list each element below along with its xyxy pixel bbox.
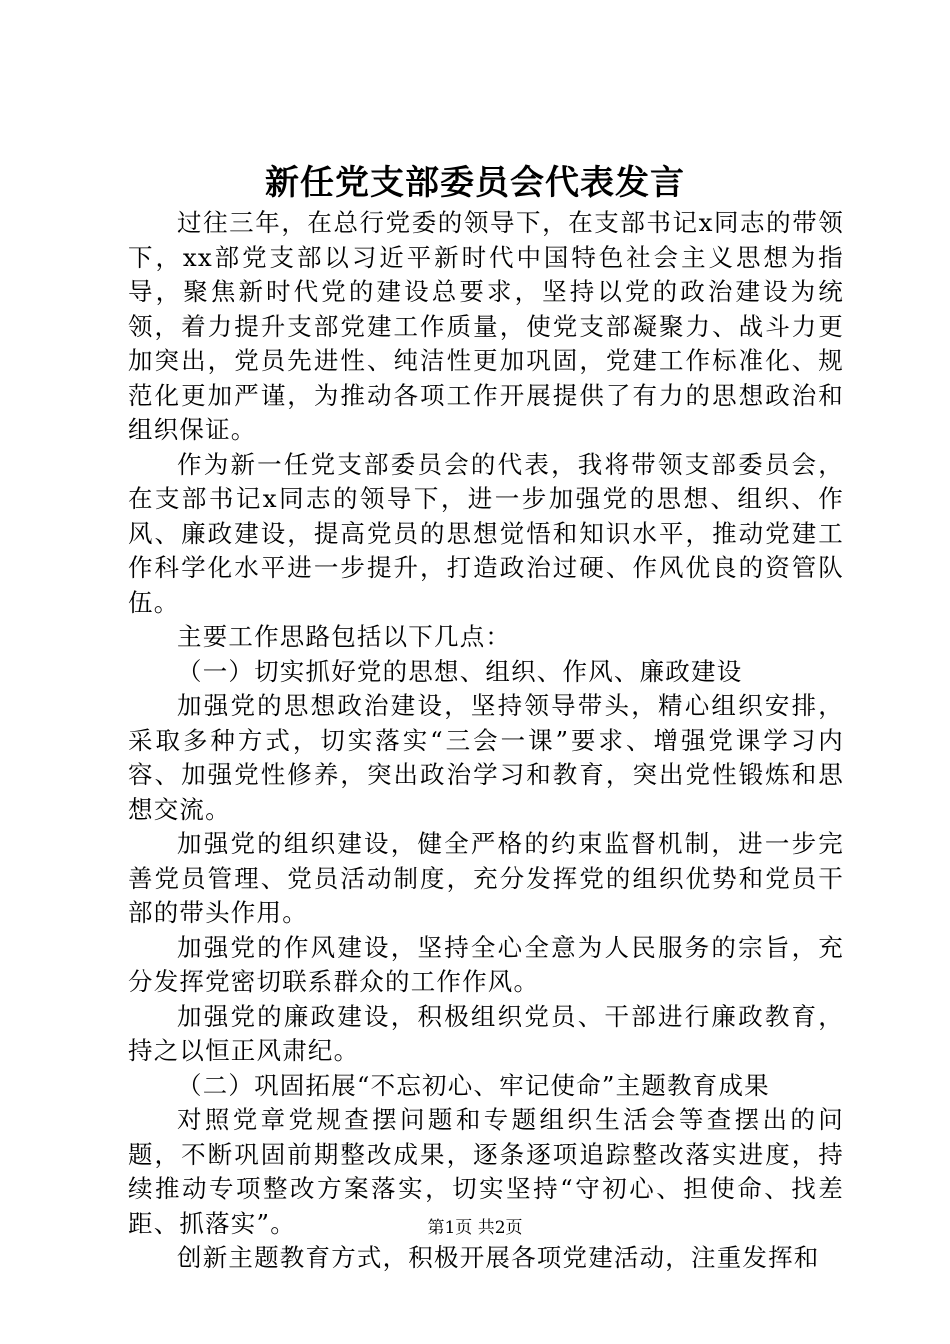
paragraph-ideology: 加强党的思想政治建设，坚持领导带头，精心组织安排，采取多种方式，切实落实“三会一课”要求、增强党课学习内容、加强党性修养，突出政治学习和教育，突出党性锻炼和思想交流。 bbox=[128, 691, 844, 824]
paragraph-intro: 过往三年，在总行党委的领导下，在支部书记x同志的带领下，xx部党支部以习近平新时代中国特色社会主义思想为指导，聚焦新时代党的建设总要求，坚持以党的政治建设为统领，着力提升支部党建工作质量，使党支部凝聚力、战斗力更加突出，党员先进性、纯洁性更加巩固，党建工作标准化、规范化更加严谨，为推动各项工作开展提供了有力的思想政治和组织保证。 bbox=[128, 208, 844, 444]
paragraph-main-ideas: 主要工作思路包括以下几点： bbox=[177, 622, 512, 651]
paragraph-innovation: 创新主题教育方式，积极开展各项党建活动，注重发挥和 bbox=[177, 1243, 820, 1272]
document-body bbox=[128, 206, 844, 1276]
paragraph-organization: 加强党的组织建设，健全严格的约束监督机制，进一步完善党员管理、党员活动制度，充分发挥党的组织优势和党员干部的带头作用。 bbox=[128, 829, 844, 927]
paragraph-style: 加强党的作风建设，坚持全心全意为人民服务的宗旨，充分发挥党密切联系群众的工作作风。 bbox=[128, 932, 844, 996]
document-title: 新任党支部委员会代表发言 bbox=[265, 163, 685, 203]
paragraph-representative: 作为新一任党支部委员会的代表，我将带领支部委员会，在支部书记x同志的领导下，进一步加强党的思想、组织、作风、廉政建设，提高党员的思想觉悟和知识水平，推动党建工作科学化水平进一步提升，打造政治过硬、作风优良的资管队伍。 bbox=[128, 449, 844, 617]
paragraph-rectification: 对照党章党规查摆问题和专题组织生活会等查摆出的问题，不断巩固前期整改成果，逐条逐项追踪整改落实进度，持续推动专项整改方案落实，切实坚持“守初心、担使命、找差距、抓落实”。 bbox=[128, 1105, 844, 1238]
page-footer: 第1页 共2页 bbox=[427, 1218, 523, 1238]
section-heading-2: （二）巩固拓展“不忘初心、牢记使命”主题教育成果 bbox=[177, 1070, 770, 1100]
section-heading-1: （一）切实抓好党的思想、组织、作风、廉政建设 bbox=[177, 656, 743, 686]
paragraph-integrity: 加强党的廉政建设，积极组织党员、干部进行廉政教育，持之以恒正风肃纪。 bbox=[128, 1001, 844, 1065]
